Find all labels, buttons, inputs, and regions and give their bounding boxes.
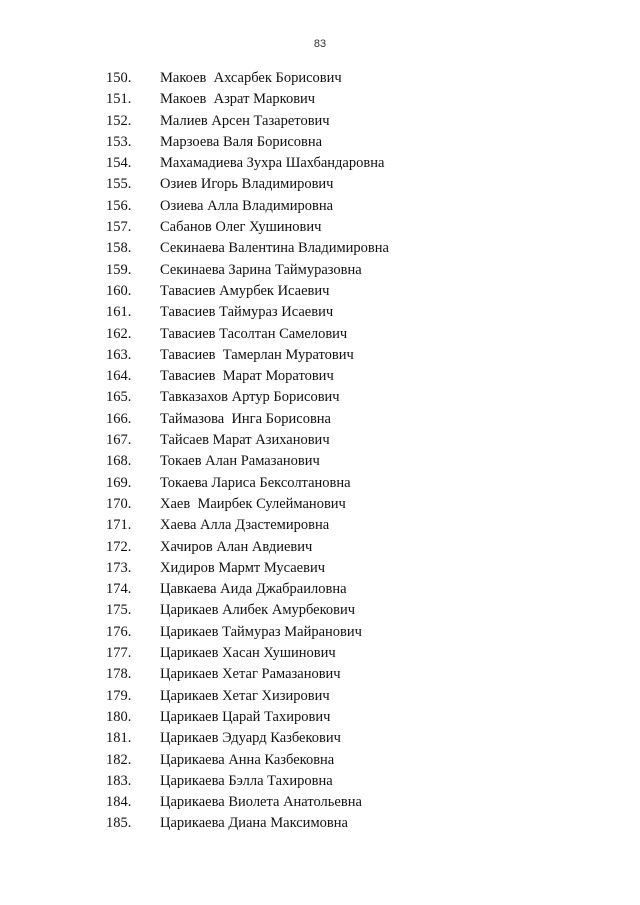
list-item [0, 750, 640, 771]
entry-number: 181. [106, 730, 132, 747]
list-item [0, 260, 640, 281]
entry-name: Сабанов Олег Хушинович [160, 219, 322, 236]
entry-name: Озиев Игорь Владимирович [160, 176, 334, 193]
entry-number: 153. [106, 133, 132, 150]
page-number: 83 [313, 38, 327, 50]
list-item [0, 89, 640, 110]
entry-number: 176. [106, 623, 132, 640]
entry-number: 167. [106, 432, 132, 449]
entry-name: Озиева Алла Владимировна [160, 197, 334, 214]
entry-number: 151. [106, 91, 132, 108]
list-item [0, 345, 640, 366]
list-item [0, 728, 640, 749]
list-item [0, 132, 640, 153]
entry-number: 154. [106, 155, 132, 172]
list-item [0, 579, 640, 600]
list-item [0, 196, 640, 217]
list-item [0, 430, 640, 451]
entry-number: 177. [106, 645, 132, 662]
entry-name: Тавказахов Артур Борисович [160, 389, 340, 406]
entry-number: 162. [106, 325, 132, 342]
entry-number: 174. [106, 581, 132, 598]
entry-name: Хаева Алла Дзастемировна [160, 517, 330, 534]
list-item [0, 537, 640, 558]
list-item [0, 111, 640, 132]
entry-number: 159. [106, 261, 132, 278]
entry-number: 175. [106, 602, 132, 619]
entry-name: Токаев Алан Рамазанович [160, 453, 320, 470]
list-item [0, 792, 640, 813]
entry-number: 182. [106, 751, 132, 768]
entry-number: 156. [106, 197, 132, 214]
entry-number: 172. [106, 538, 132, 555]
entry-name: Царикаева Диана Максимовна [160, 815, 348, 832]
entry-name: Хидиров Мармт Мусаевич [160, 559, 326, 576]
entry-name: Тавасиев Тамерлан Муратович [160, 346, 354, 363]
list-item [0, 217, 640, 238]
list-item [0, 409, 640, 430]
entry-number: 183. [106, 772, 132, 789]
list-item [0, 174, 640, 195]
list-item [0, 600, 640, 621]
entry-name: Малиев Арсен Тазаретович [160, 112, 330, 129]
entry-name: Цавкаева Аида Джабраиловна [160, 581, 347, 598]
list-item [0, 281, 640, 302]
list-item [0, 494, 640, 515]
entry-number: 161. [106, 304, 132, 321]
entry-name: Хаев Маирбек Сулейманович [160, 495, 346, 512]
entry-number: 157. [106, 219, 132, 236]
entry-name: Токаева Лариса Бексолтановна [160, 474, 351, 491]
entry-name: Царикаев Таймураз Майранович [160, 623, 362, 640]
entry-number: 179. [106, 687, 132, 704]
entry-number: 178. [106, 666, 132, 683]
list-item [0, 473, 640, 494]
entry-name: Макоев Ахсарбек Борисович [160, 70, 342, 86]
entry-number: 166. [106, 410, 132, 427]
entry-name: Тавасиев Таймураз Исаевич [160, 304, 334, 321]
entry-name: Царикаев Хасан Хушинович [160, 645, 336, 662]
entry-number: 180. [106, 708, 132, 725]
list-item [0, 324, 640, 345]
entry-name: Царикаева Виолета Анатольевна [160, 794, 362, 811]
entry-name: Тавасиев Тасолтан Самелович [160, 325, 348, 342]
entry-number: 184. [106, 794, 132, 811]
entry-name: Махамадиева Зухра Шахбандаровна [160, 155, 385, 172]
list-item [0, 515, 640, 536]
entry-number: 163. [106, 346, 132, 363]
entry-number: 160. [106, 282, 132, 299]
list-item [0, 366, 640, 387]
entry-number: 155. [106, 176, 132, 193]
list-item [0, 664, 640, 685]
entry-number: 165. [106, 389, 132, 406]
list-item [0, 622, 640, 643]
list-item [0, 387, 640, 408]
list-item [0, 686, 640, 707]
list-item [0, 707, 640, 728]
entry-name: Макоев Азрат Маркович [160, 91, 316, 108]
list-item [0, 643, 640, 664]
entry-name: Тавасиев Амурбек Исаевич [160, 282, 330, 299]
entry-number: 152. [106, 112, 132, 129]
entry-number: 185. [106, 815, 132, 832]
entry-number: 169. [106, 474, 132, 491]
entry-number: 158. [106, 240, 132, 257]
list-item [0, 302, 640, 323]
entry-name: Царикаева Анна Казбековна [160, 751, 335, 768]
entry-name: Царикаев Эдуард Казбекович [160, 730, 341, 747]
list-item [0, 68, 640, 89]
entry-name: Царикаев Алибек Амурбекович [160, 602, 356, 619]
entry-name: Марзоева Валя Борисовна [160, 133, 323, 150]
entry-name: Царикаева Бэлла Тахировна [160, 772, 333, 789]
entry-number: 171. [106, 517, 132, 534]
entry-name: Царикаев Хетаг Хизирович [160, 687, 330, 704]
entry-name: Секинаева Зарина Таймуразовна [160, 261, 362, 278]
entry-name: Царикаев Царай Тахирович [160, 708, 331, 725]
entry-name: Тавасиев Марат Моратович [160, 368, 334, 385]
entry-number: 150. [106, 70, 132, 86]
entry-number: 170. [106, 495, 132, 512]
entry-number: 168. [106, 453, 132, 470]
list-item [0, 238, 640, 259]
entry-name: Тайсаев Марат Азиханович [160, 432, 330, 449]
entry-name: Секинаева Валентина Владимировна [160, 240, 389, 257]
list-item [0, 451, 640, 472]
entry-number: 173. [106, 559, 132, 576]
entry-name: Хачиров Алан Авдиевич [160, 538, 313, 555]
list-item [0, 813, 640, 834]
list-item [0, 771, 640, 792]
list-item [0, 153, 640, 174]
list-item [0, 558, 640, 579]
name-list [0, 68, 640, 835]
entry-name: Царикаев Хетаг Рамазанович [160, 666, 341, 683]
entry-number: 164. [106, 368, 132, 385]
entry-name: Таймазова Инга Борисовна [160, 410, 331, 427]
